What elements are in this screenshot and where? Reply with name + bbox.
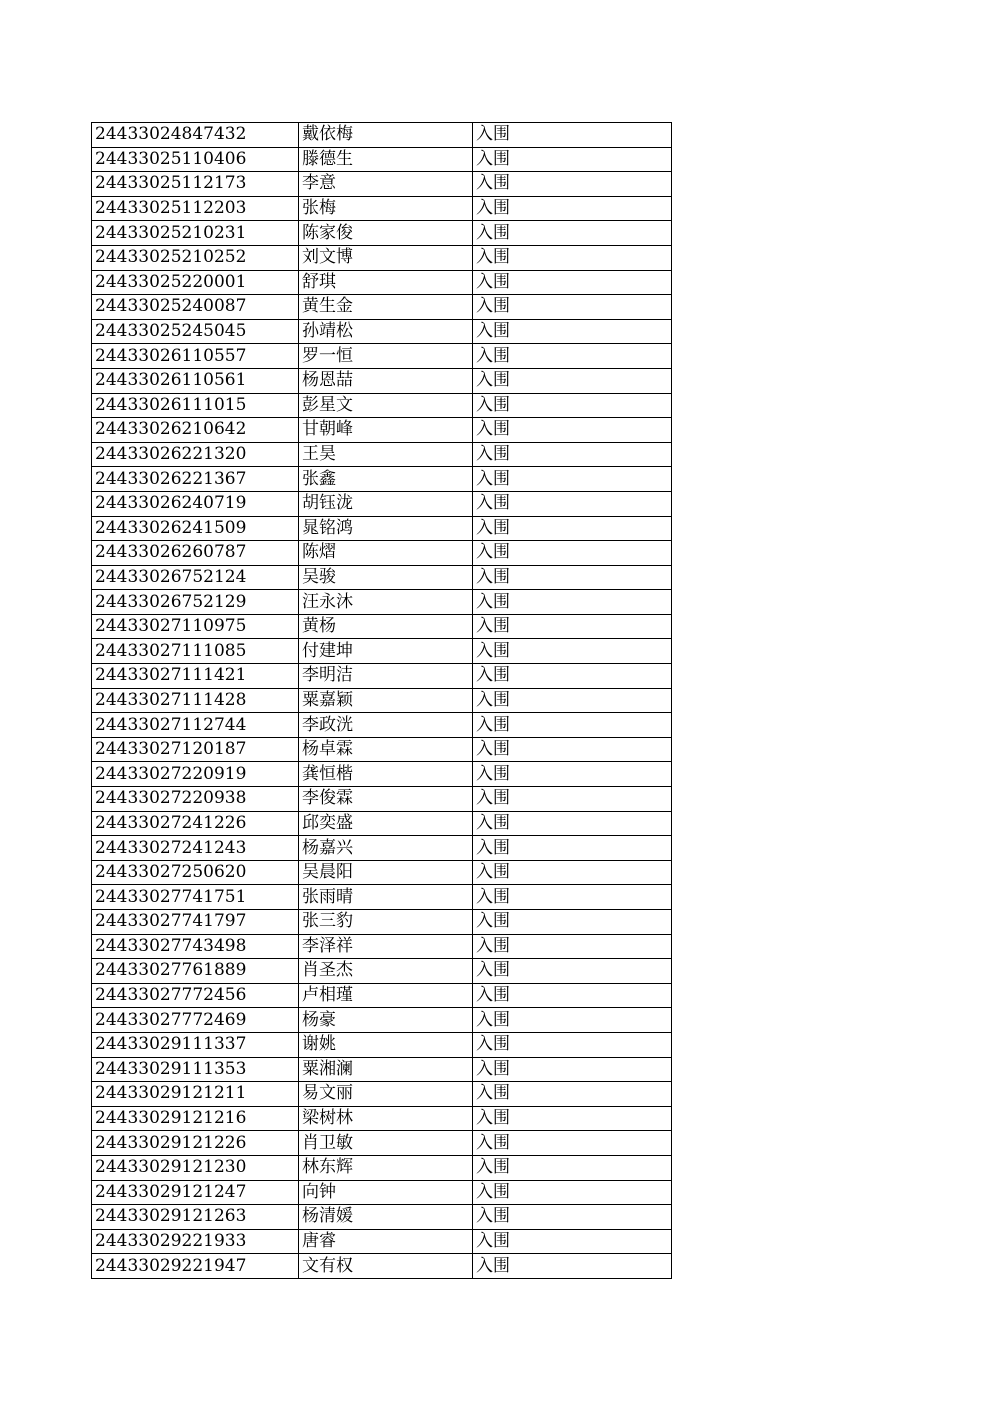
candidate-id-cell: 24433029111337 — [92, 1032, 299, 1057]
candidate-id-cell: 24433029121211 — [92, 1082, 299, 1107]
candidate-id-cell: 24433026210642 — [92, 418, 299, 443]
candidate-id-cell: 24433026752124 — [92, 565, 299, 590]
table-row — [92, 614, 672, 639]
status-cell: 入围 — [473, 295, 672, 320]
candidate-name-cell: 李政洸 — [299, 713, 473, 738]
candidate-id-cell: 24433026221320 — [92, 442, 299, 467]
candidate-name-cell: 粟湘澜 — [299, 1057, 473, 1082]
status-cell: 入围 — [473, 541, 672, 566]
candidate-name-cell: 卢相瑾 — [299, 983, 473, 1008]
table-row — [92, 860, 672, 885]
candidate-id-cell: 24433026111015 — [92, 393, 299, 418]
table-row — [92, 1229, 672, 1254]
status-cell: 入围 — [473, 516, 672, 541]
candidate-name-cell: 李泽祥 — [299, 934, 473, 959]
table-row — [92, 787, 672, 812]
candidate-name-cell: 杨卓霖 — [299, 737, 473, 762]
status-cell: 入围 — [473, 442, 672, 467]
candidate-id-cell: 24433027111428 — [92, 688, 299, 713]
candidate-name-cell: 龚恒楷 — [299, 762, 473, 787]
candidate-name-cell: 杨清媛 — [299, 1205, 473, 1230]
table-row — [92, 344, 672, 369]
status-cell: 入围 — [473, 344, 672, 369]
status-cell: 入围 — [473, 860, 672, 885]
candidate-name-cell: 向钟 — [299, 1180, 473, 1205]
candidate-name-cell: 文有权 — [299, 1254, 473, 1279]
status-cell: 入围 — [473, 319, 672, 344]
status-cell: 入围 — [473, 221, 672, 246]
candidate-name-cell: 粟嘉颖 — [299, 688, 473, 713]
candidate-name-cell: 孙靖松 — [299, 319, 473, 344]
table-row — [92, 319, 672, 344]
candidate-id-cell: 24433026221367 — [92, 467, 299, 492]
status-cell: 入围 — [473, 1254, 672, 1279]
status-cell: 入围 — [473, 418, 672, 443]
candidate-id-cell: 24433027772456 — [92, 983, 299, 1008]
status-cell: 入围 — [473, 934, 672, 959]
table-row — [92, 1155, 672, 1180]
candidate-id-cell: 24433025210252 — [92, 245, 299, 270]
table-row — [92, 664, 672, 689]
table-row — [92, 885, 672, 910]
candidate-name-cell: 黄杨 — [299, 614, 473, 639]
status-cell: 入围 — [473, 270, 672, 295]
table-row — [92, 1008, 672, 1033]
table-row — [92, 713, 672, 738]
candidate-id-cell: 24433025110406 — [92, 147, 299, 172]
table-row — [92, 418, 672, 443]
status-cell: 入围 — [473, 393, 672, 418]
table-row — [92, 442, 672, 467]
status-cell: 入围 — [473, 172, 672, 197]
table-row — [92, 467, 672, 492]
table-row — [92, 1057, 672, 1082]
candidate-id-cell: 24433027220919 — [92, 762, 299, 787]
status-cell: 入围 — [473, 762, 672, 787]
candidate-name-cell: 彭星文 — [299, 393, 473, 418]
candidate-name-cell: 梁树林 — [299, 1106, 473, 1131]
status-cell: 入围 — [473, 368, 672, 393]
candidate-id-cell: 24433029221947 — [92, 1254, 299, 1279]
table-row — [92, 590, 672, 615]
table-row — [92, 147, 672, 172]
candidate-name-cell: 李明洁 — [299, 664, 473, 689]
candidate-id-cell: 24433025240087 — [92, 295, 299, 320]
candidate-name-cell: 易文丽 — [299, 1082, 473, 1107]
result-table-body — [92, 123, 672, 1279]
candidate-name-cell: 陈家俊 — [299, 221, 473, 246]
status-cell: 入围 — [473, 1205, 672, 1230]
status-cell: 入围 — [473, 1155, 672, 1180]
table-row — [92, 491, 672, 516]
table-row — [92, 295, 672, 320]
candidate-id-cell: 24433026752129 — [92, 590, 299, 615]
candidate-name-cell: 滕德生 — [299, 147, 473, 172]
candidate-id-cell: 24433025210231 — [92, 221, 299, 246]
candidate-id-cell: 24433027772469 — [92, 1008, 299, 1033]
status-cell: 入围 — [473, 590, 672, 615]
candidate-id-cell: 24433027111085 — [92, 639, 299, 664]
candidate-name-cell: 张雨晴 — [299, 885, 473, 910]
status-cell: 入围 — [473, 664, 672, 689]
status-cell: 入围 — [473, 1082, 672, 1107]
candidate-name-cell: 谢姚 — [299, 1032, 473, 1057]
table-row — [92, 565, 672, 590]
table-row — [92, 836, 672, 861]
candidate-id-cell: 24433026260787 — [92, 541, 299, 566]
candidate-id-cell: 24433026241509 — [92, 516, 299, 541]
status-cell: 入围 — [473, 1131, 672, 1156]
status-cell: 入围 — [473, 565, 672, 590]
candidate-id-cell: 24433025112173 — [92, 172, 299, 197]
candidate-name-cell: 唐睿 — [299, 1229, 473, 1254]
table-row — [92, 1254, 672, 1279]
table-row — [92, 123, 672, 148]
candidate-name-cell: 付建坤 — [299, 639, 473, 664]
candidate-name-cell: 李意 — [299, 172, 473, 197]
candidate-id-cell: 24433027250620 — [92, 860, 299, 885]
candidate-id-cell: 24433027120187 — [92, 737, 299, 762]
table-row — [92, 910, 672, 935]
status-cell: 入围 — [473, 811, 672, 836]
table-row — [92, 639, 672, 664]
candidate-name-cell: 戴依梅 — [299, 123, 473, 148]
candidate-name-cell: 刘文博 — [299, 245, 473, 270]
candidate-id-cell: 24433026110557 — [92, 344, 299, 369]
candidate-id-cell: 24433027111421 — [92, 664, 299, 689]
candidate-name-cell: 杨豪 — [299, 1008, 473, 1033]
result-table — [91, 122, 672, 1279]
candidate-id-cell: 24433027220938 — [92, 787, 299, 812]
table-row — [92, 541, 672, 566]
table-row — [92, 959, 672, 984]
candidate-name-cell: 罗一恒 — [299, 344, 473, 369]
table-row — [92, 196, 672, 221]
table-row — [92, 688, 672, 713]
table-row — [92, 1032, 672, 1057]
table-row — [92, 737, 672, 762]
table-row — [92, 983, 672, 1008]
candidate-name-cell: 吴骏 — [299, 565, 473, 590]
candidate-id-cell: 24433026240719 — [92, 491, 299, 516]
table-row — [92, 393, 672, 418]
status-cell: 入围 — [473, 491, 672, 516]
candidate-id-cell: 24433027741797 — [92, 910, 299, 935]
candidate-name-cell: 汪永沐 — [299, 590, 473, 615]
candidate-id-cell: 24433029121230 — [92, 1155, 299, 1180]
status-cell: 入围 — [473, 688, 672, 713]
candidate-id-cell: 24433025220001 — [92, 270, 299, 295]
status-cell: 入围 — [473, 1008, 672, 1033]
candidate-id-cell: 24433027761889 — [92, 959, 299, 984]
status-cell: 入围 — [473, 959, 672, 984]
candidate-id-cell: 24433026110561 — [92, 368, 299, 393]
candidate-name-cell: 肖卫敏 — [299, 1131, 473, 1156]
candidate-id-cell: 24433027110975 — [92, 614, 299, 639]
candidate-id-cell: 24433027112744 — [92, 713, 299, 738]
table-row — [92, 270, 672, 295]
candidate-name-cell: 晁铭鸿 — [299, 516, 473, 541]
candidate-name-cell: 黄生金 — [299, 295, 473, 320]
candidate-id-cell: 24433029121216 — [92, 1106, 299, 1131]
status-cell: 入围 — [473, 1032, 672, 1057]
status-cell: 入围 — [473, 713, 672, 738]
status-cell: 入围 — [473, 1229, 672, 1254]
status-cell: 入围 — [473, 1106, 672, 1131]
candidate-name-cell: 张鑫 — [299, 467, 473, 492]
status-cell: 入围 — [473, 910, 672, 935]
candidate-name-cell: 邱奕盛 — [299, 811, 473, 836]
table-row — [92, 221, 672, 246]
table-row — [92, 1106, 672, 1131]
candidate-name-cell: 李俊霖 — [299, 787, 473, 812]
candidate-name-cell: 王昊 — [299, 442, 473, 467]
candidate-id-cell: 24433027241226 — [92, 811, 299, 836]
candidate-id-cell: 24433024847432 — [92, 123, 299, 148]
status-cell: 入围 — [473, 245, 672, 270]
candidate-id-cell: 24433027241243 — [92, 836, 299, 861]
candidate-name-cell: 杨嘉兴 — [299, 836, 473, 861]
candidate-id-cell: 24433027743498 — [92, 934, 299, 959]
candidate-id-cell: 24433029121263 — [92, 1205, 299, 1230]
status-cell: 入围 — [473, 737, 672, 762]
table-row — [92, 811, 672, 836]
status-cell: 入围 — [473, 983, 672, 1008]
candidate-name-cell: 张三豹 — [299, 910, 473, 935]
candidate-id-cell: 24433029221933 — [92, 1229, 299, 1254]
candidate-name-cell: 陈熠 — [299, 541, 473, 566]
table-row — [92, 1180, 672, 1205]
table-row — [92, 516, 672, 541]
candidate-name-cell: 张梅 — [299, 196, 473, 221]
table-row — [92, 762, 672, 787]
table-row — [92, 245, 672, 270]
candidate-id-cell: 24433029121226 — [92, 1131, 299, 1156]
candidate-id-cell: 24433027741751 — [92, 885, 299, 910]
table-row — [92, 1205, 672, 1230]
status-cell: 入围 — [473, 467, 672, 492]
candidate-name-cell: 肖圣杰 — [299, 959, 473, 984]
candidate-name-cell: 吴晨阳 — [299, 860, 473, 885]
status-cell: 入围 — [473, 614, 672, 639]
candidate-id-cell: 24433025245045 — [92, 319, 299, 344]
status-cell: 入围 — [473, 123, 672, 148]
candidate-id-cell: 24433029111353 — [92, 1057, 299, 1082]
status-cell: 入围 — [473, 196, 672, 221]
status-cell: 入围 — [473, 639, 672, 664]
candidate-name-cell: 林东辉 — [299, 1155, 473, 1180]
candidate-name-cell: 甘朝峰 — [299, 418, 473, 443]
candidate-name-cell: 舒琪 — [299, 270, 473, 295]
status-cell: 入围 — [473, 147, 672, 172]
status-cell: 入围 — [473, 836, 672, 861]
candidate-id-cell: 24433029121247 — [92, 1180, 299, 1205]
candidate-name-cell: 杨恩喆 — [299, 368, 473, 393]
table-row — [92, 172, 672, 197]
table-row — [92, 368, 672, 393]
candidate-id-cell: 24433025112203 — [92, 196, 299, 221]
status-cell: 入围 — [473, 885, 672, 910]
status-cell: 入围 — [473, 1180, 672, 1205]
table-row — [92, 1082, 672, 1107]
status-cell: 入围 — [473, 787, 672, 812]
table-row — [92, 1131, 672, 1156]
table-row — [92, 934, 672, 959]
candidate-name-cell: 胡钰泷 — [299, 491, 473, 516]
status-cell: 入围 — [473, 1057, 672, 1082]
